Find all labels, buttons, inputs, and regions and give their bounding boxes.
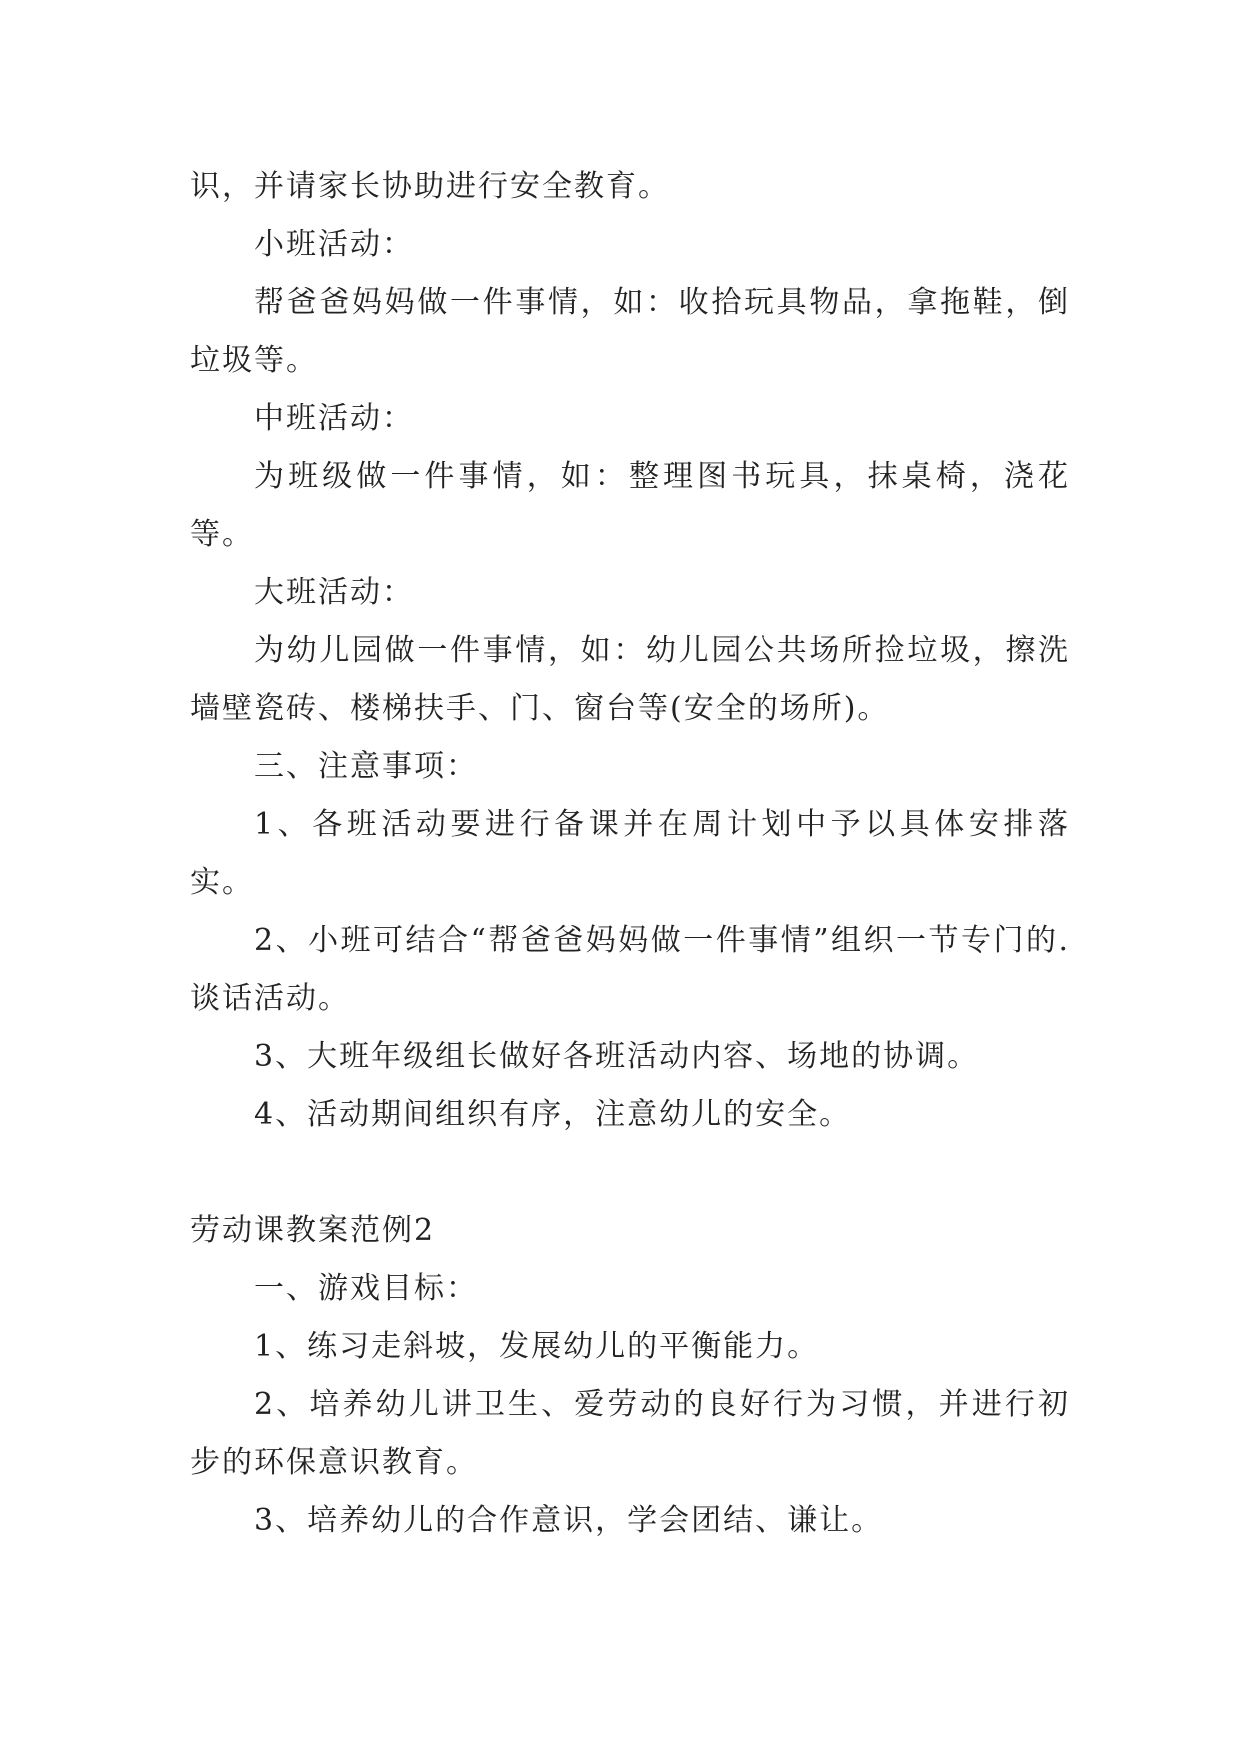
paragraph-middle-class-activity: 为班级做一件事情，如：整理图书玩具，抹桌椅，浇花等。 (190, 459, 1070, 552)
paragraph-goal-2: 2、培养幼儿讲卫生、爱劳动的良好行为习惯，并进行初步的环保意识教育。 (190, 1387, 1070, 1480)
document-body (190, 158, 1070, 1550)
paragraph-goal-3: 3、培养幼儿的合作意识，学会团结、谦让。 (254, 1503, 884, 1538)
paragraph-small-class-activity: 帮爸爸妈妈做一件事情，如：收拾玩具物品，拿拖鞋，倒垃圾等。 (190, 285, 1070, 378)
paragraph-continuation: 识，并请家长协助进行安全教育。 (190, 169, 670, 204)
paragraph-goal-1: 1、练习走斜坡，发展幼儿的平衡能力。 (254, 1329, 820, 1364)
paragraph-big-class-activity: 为幼儿园做一件事情，如：幼儿园公共场所捡垃圾，擦洗墙壁瓷砖、楼梯扶手、门、窗台等(安全的场所)。 (190, 633, 1070, 726)
paragraph-note-4: 4、活动期间组织有序，注意幼儿的安全。 (254, 1097, 852, 1132)
paragraph-notes-heading: 三、注意事项： (254, 749, 478, 784)
section-title: 劳动课教案范例2 (190, 1213, 436, 1248)
paragraph-note-3: 3、大班年级组长做好各班活动内容、场地的协调。 (254, 1039, 980, 1074)
paragraph-note-1: 1、各班活动要进行备课并在周计划中予以具体安排落实。 (190, 807, 1070, 900)
paragraph-note-2: 2、小班可结合“帮爸爸妈妈做一件事情”组织一节专门的.谈话活动。 (190, 923, 1070, 1016)
paragraph-middle-class-heading: 中班活动： (254, 401, 414, 436)
paragraph-game-goals-heading: 一、游戏目标： (254, 1271, 478, 1306)
paragraph-small-class-heading: 小班活动： (254, 227, 414, 262)
paragraph-big-class-heading: 大班活动： (254, 575, 414, 610)
